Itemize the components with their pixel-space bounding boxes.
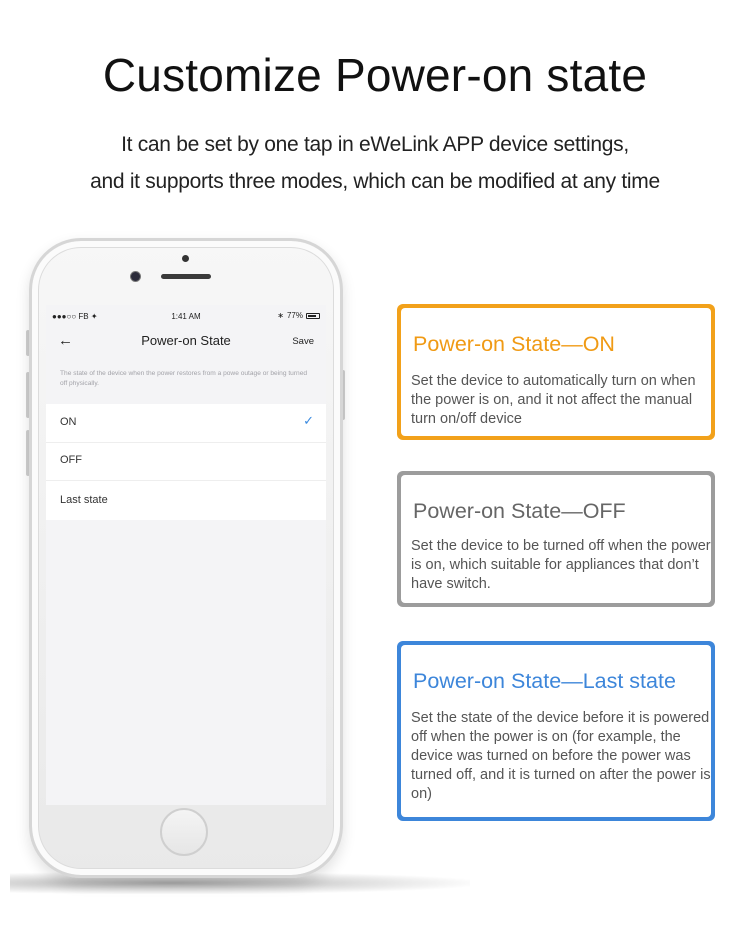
card-title: Power-on State—ON [413,332,615,356]
option-label: OFF [60,454,82,466]
page-headline: Customize Power-on state [102,49,648,101]
earpiece-speaker [161,274,211,279]
status-right [277,311,320,320]
nav-bar [46,327,326,355]
subtitle-line-1: It can be set by one tap in eWeLink APP device settings, [121,133,629,156]
card-body: Set the device to be turned off when the power is on, which suitable for appliances that don’t have switch. [411,538,711,592]
phone-screen [46,305,326,805]
setting-description: The state of the device when the power restores from a powe outage or being turned off physically. [60,370,308,387]
card-title: Power-on State—OFF [413,499,626,523]
options-list [46,404,326,520]
front-camera-icon [131,272,140,281]
proximity-sensor [182,255,189,262]
option-label: ON [60,416,77,428]
status-time: 1:41 AM [171,312,201,321]
option-on[interactable] [46,404,326,443]
card-inner [401,645,711,817]
back-arrow-icon[interactable]: ← [58,332,73,349]
bluetooth-icon: ∗ [277,311,284,320]
save-button[interactable]: Save [292,336,314,347]
card-inner [401,475,711,603]
checkmark-icon: ✓ [303,413,314,428]
card-power-on-last-state [397,641,715,821]
battery-percent: 77% [286,311,303,320]
battery-icon [306,313,320,319]
option-off[interactable] [46,442,326,481]
card-title: Power-on State—Last state [413,669,676,693]
nav-title: Power-on State [141,333,231,348]
status-bar [46,305,326,325]
card-power-on-on [397,304,715,440]
home-button[interactable] [160,808,208,856]
card-inner [401,308,711,436]
option-last-state[interactable] [46,482,326,520]
option-label: Last state [60,494,108,506]
card-body: Set the device to automatically turn on when the power is on, and it not affect the manual turn on/off device [411,373,696,427]
carrier-signal: ●●●○○ FB ✦ [52,312,98,321]
card-body: Set the state of the device before it is powered off when the power is on (for example, the device was turned on before the power was turned off, and it is turned on after the power is on) [411,710,711,802]
card-power-on-off [397,471,715,607]
subtitle-line-2: and it supports three modes, which can be modified at any time [90,170,660,193]
